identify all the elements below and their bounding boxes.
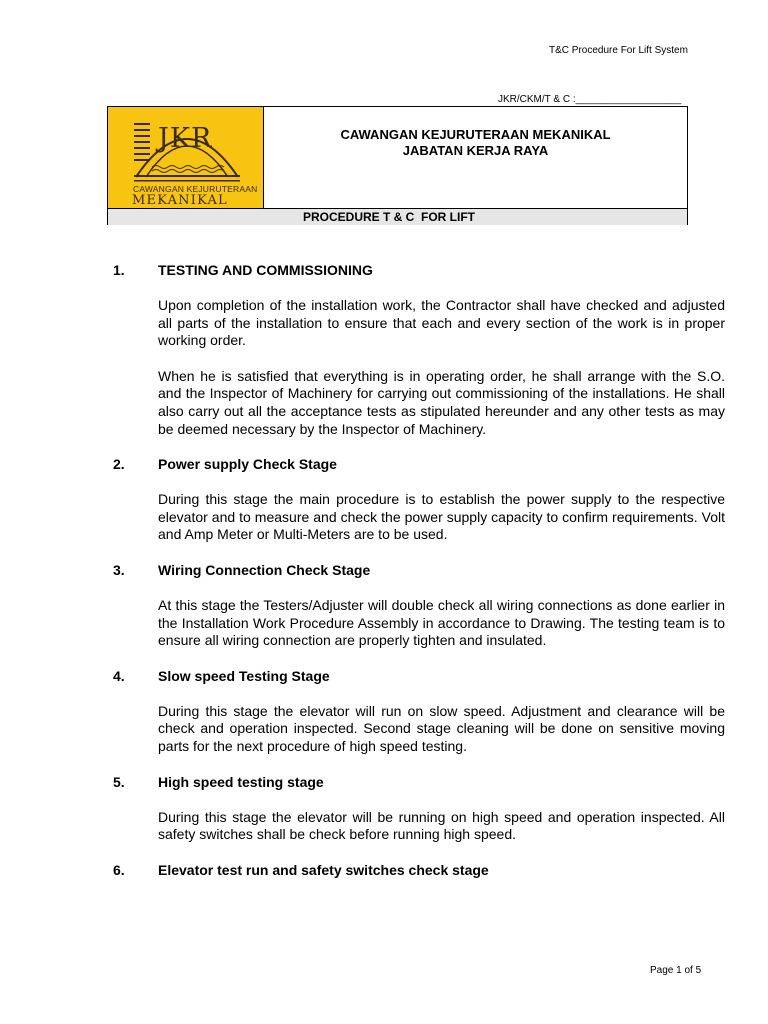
section-heading — [113, 668, 725, 685]
logo-subtitle: CAWANGAN KEJURUTERAAN — [133, 184, 258, 194]
section-2 — [113, 456, 725, 544]
paragraph: When he is satisfied that everything is in operating order, he shall arrange with the S.O. and the Inspector of Machinery for carrying out commissioning of the installations. He shall also carry out all the acceptance tests as stipulated hereunder and any other tests as may be deemed necessary by the Inspector of Machinery. — [158, 367, 725, 437]
section-heading — [113, 456, 725, 473]
section-heading — [113, 774, 725, 791]
paragraph: During this stage the elevator will run on slow speed. Adjustment and clearance will be check and operation inspected. Second stage cleaning will be done on sensitive moving parts for the next procedure of high speed testing. — [158, 702, 725, 754]
section-number: 2. — [113, 456, 125, 473]
section-5 — [113, 774, 725, 844]
document-header-box — [107, 106, 688, 225]
section-1 — [113, 262, 725, 438]
section-4 — [113, 668, 725, 756]
paragraph: During this stage the elevator will be running on high speed and operation inspected. All safety switches shall be check before running high speed. — [158, 808, 725, 843]
section-3 — [113, 562, 725, 650]
organization-name — [264, 127, 687, 159]
paragraph: During this stage the main procedure is to establish the power supply to the respective elevator and to measure and check the power supply capacity to confirm requirements. Volt and Amp Meter or Multi-Meters are to be used. — [158, 491, 725, 543]
jkr-logo — [108, 107, 264, 208]
document-body — [113, 262, 725, 879]
jkr-logo-letters: JKR — [158, 123, 213, 154]
section-number: 1. — [113, 262, 125, 278]
procedure-title: PROCEDURE T & C FOR LIFT — [303, 210, 475, 224]
organization-name-line-1: CAWANGAN KEJURUTERAAN MEKANIKAL — [340, 127, 611, 142]
paragraph: Upon completion of the installation work, the Contractor shall have checked and adjusted all parts of the installation to ensure that each and every section of the work is in proper working order. — [158, 297, 725, 349]
reference-number-line: JKR/CKM/T & C :___________________ — [498, 94, 682, 105]
section-title: Elevator test run and safety switches check stage — [158, 861, 489, 878]
procedure-title-band — [108, 208, 687, 225]
section-title: Power supply Check Stage — [158, 456, 337, 473]
section-heading — [113, 862, 725, 879]
section-title: Wiring Connection Check Stage — [158, 561, 371, 578]
section-title: TESTING AND COMMISSIONING — [158, 262, 373, 278]
section-title: High speed testing stage — [158, 773, 324, 790]
organization-name-line-2: JABATAN KERJA RAYA — [402, 143, 549, 158]
paragraph: At this stage the Testers/Adjuster will double check all wiring connections as done earlier in the Installation Work Procedure Assembly in accordance to Drawing. The testing team is to ensure all wiring connection are properly tighten and insulated. — [158, 596, 725, 649]
logo-title: MEKANIKAL — [132, 193, 228, 208]
running-header: T&C Procedure For Lift System — [549, 45, 688, 56]
section-number: 5. — [113, 773, 125, 790]
page-number: Page 1 of 5 — [650, 965, 702, 976]
section-6 — [113, 862, 725, 879]
section-title: Slow speed Testing Stage — [158, 667, 330, 684]
section-number: 3. — [113, 561, 125, 578]
section-number: 4. — [113, 667, 125, 684]
section-number: 6. — [113, 861, 125, 878]
section-heading — [113, 262, 725, 279]
section-heading — [113, 562, 725, 579]
